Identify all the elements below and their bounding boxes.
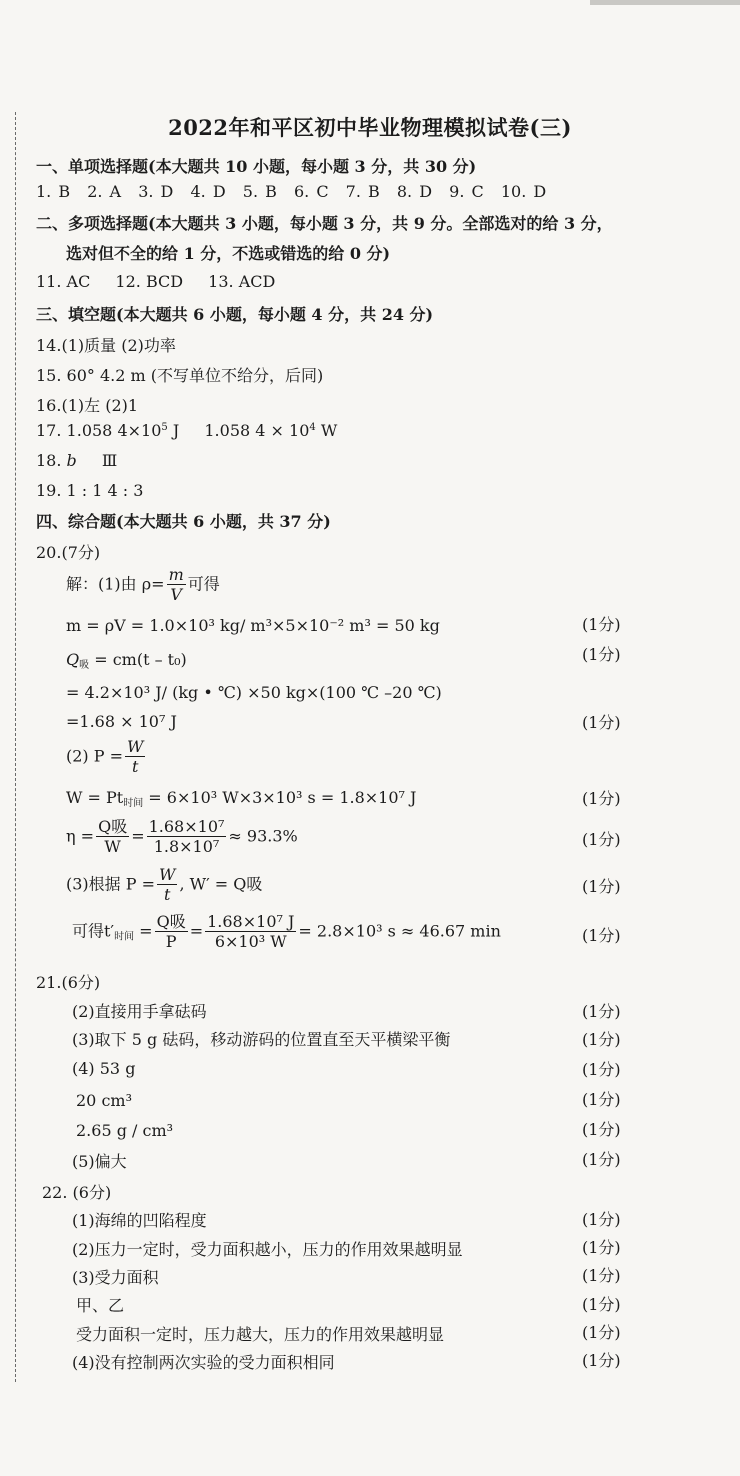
answer-13: 13. ACD	[208, 272, 276, 291]
section2-heading-line1: 二、多项选择题(本大题共 3 小题，每小题 3 分，共 9 分。全部选对的给 3 分，	[36, 214, 613, 233]
q21-score-2: (1分)	[582, 1030, 621, 1049]
q20-score-2: (1分)	[582, 645, 621, 664]
q21-line5: 2.65 g / cm³	[76, 1121, 174, 1140]
q22-score-5: (1分)	[582, 1323, 621, 1342]
q21-score-3: (1分)	[582, 1060, 621, 1079]
q21-line3: (4) 53 g	[72, 1059, 136, 1078]
q20-line8: η = $\frac{\text{Q吸}}{W}$ = $\frac{\text{1.68×10⁷}}{\text{1.8×10⁷}}$ ≈ 93.3%	[66, 817, 298, 856]
answer-7: 7. B	[345, 182, 380, 201]
answer-17: 17. 1.058 $4\times 10^5$ J 1.058 $4 \times 10^4$ W	[36, 421, 338, 440]
q21-score-6: (1分)	[582, 1150, 621, 1169]
q21-score-4: (1分)	[582, 1090, 621, 1109]
q20-score-4: (1分)	[582, 789, 621, 808]
q20-line10: 可得$t'_{时间}$ = $\frac{\text{Q吸}}{P}$ = $\frac{\text{1.68×10⁷ J}}{\text{6×10³ W}}$ = 2.8×10³ s ≈ 46.67 min	[72, 912, 501, 951]
q22-header: 22. (6分)	[42, 1183, 112, 1202]
q20-line7: $W = Pt_{时间} = 6\times 10^3$ W×3×10³ s = 1.8×10⁷ J	[66, 788, 417, 809]
q22-score-3: (1分)	[582, 1266, 621, 1285]
q21-score-5: (1分)	[582, 1120, 621, 1139]
answer-4: 4. D	[190, 182, 226, 201]
section2-answers	[36, 272, 275, 291]
q22-line3: (3)受力面积	[72, 1268, 159, 1287]
q20-score-6: (1分)	[582, 877, 621, 896]
answer-16: 16.(1)左 (2)1	[36, 396, 139, 415]
section3-heading: 三、填空题(本大题共 6 小题，每小题 4 分，共 24 分)	[36, 305, 434, 324]
answer-14: 14.(1)质量 (2)功率	[36, 336, 176, 355]
q21-score-1: (1分)	[582, 1002, 621, 1021]
q20-score-3: (1分)	[582, 713, 621, 732]
answer-3: 3. D	[138, 182, 174, 201]
section1-answers	[36, 182, 546, 201]
q22-score-6: (1分)	[582, 1351, 621, 1370]
q21-line1: (2)直接用手拿砝码	[72, 1002, 207, 1021]
answer-18: 18. b Ⅲ	[36, 451, 118, 470]
q20-line5: =1.68 × 10⁷ J	[66, 712, 177, 731]
answer-8: 8. D	[396, 182, 433, 201]
q22-line4: 甲、乙	[76, 1296, 125, 1315]
q21-header: 21.(6分)	[36, 973, 101, 992]
answer-9: 9. C	[449, 182, 484, 201]
answer-6: 6. C	[293, 182, 329, 201]
section2-heading-line2: 选对但不全的给 1 分，不选或错选的给 0 分)	[66, 244, 391, 263]
q21-line4: 20 cm³	[76, 1091, 132, 1110]
q22-score-4: (1分)	[582, 1295, 621, 1314]
answer-10: 10. D	[500, 182, 547, 201]
q20-score-1: (1分)	[582, 615, 621, 634]
q22-line5: 受力面积一定时，压力越大，压力的作用效果越明显	[76, 1325, 445, 1344]
q22-line2: (2)压力一定时，受力面积越小，压力的作用效果越明显	[72, 1240, 463, 1259]
q20-line1: 解：(1)由 ρ= $\frac{m}{V}$ 可得	[66, 565, 220, 604]
q20-header: 20.(7分)	[36, 543, 101, 562]
answer-2: 2. A	[87, 182, 122, 201]
answer-1: 1. B	[36, 182, 71, 201]
binding-margin-line	[15, 112, 16, 1382]
answer-15: 15. 60° 4.2 m (不写单位不给分，后同)	[36, 366, 324, 385]
q20-line9: (3)根据 P = $\frac{W}{t}$ , W′ = Q吸	[66, 865, 263, 904]
q22-score-2: (1分)	[582, 1238, 621, 1257]
answer-12: 12. BCD	[115, 272, 184, 291]
q22-line1: (1)海绵的凹陷程度	[72, 1211, 207, 1230]
q22-score-1: (1分)	[582, 1210, 621, 1229]
answer-5: 5. B	[242, 182, 277, 201]
answer-19: 19. 1 : 1 4 : 3	[36, 481, 144, 500]
q20-line6: (2) P = $\frac{W}{t}$	[66, 737, 144, 776]
q22-line6: (4)没有控制两次实验的受力面积相同	[72, 1353, 335, 1372]
q20-line4: = 4.2×10³ J/ (kg • ℃) ×50 kg×(100 ℃ –20 ℃)	[66, 683, 442, 702]
q21-line6: (5)偏大	[72, 1152, 127, 1171]
section4-heading: 四、综合题(本大题共 6 小题，共 37 分)	[36, 512, 331, 531]
answer-11: 11. AC	[36, 272, 91, 291]
top-edge-mark	[590, 0, 740, 5]
q20-line2: m = ρV = 1.0×10³ kg/ m³×5×10⁻² m³ = 50 kg	[66, 616, 440, 635]
q20-line3: $Q_吸 = cm(t - t_0)$	[66, 650, 187, 671]
q21-line2: (3)取下 5 g 砝码，移动游码的位置直至天平横梁平衡	[72, 1030, 451, 1049]
q20-score-7: (1分)	[582, 926, 621, 945]
section1-heading: 一、单项选择题(本大题共 10 小题，每小题 3 分，共 30 分)	[36, 157, 477, 176]
q20-score-5: (1分)	[582, 830, 621, 849]
page-title: 2022年和平区初中毕业物理模拟试卷(三)	[168, 115, 572, 140]
